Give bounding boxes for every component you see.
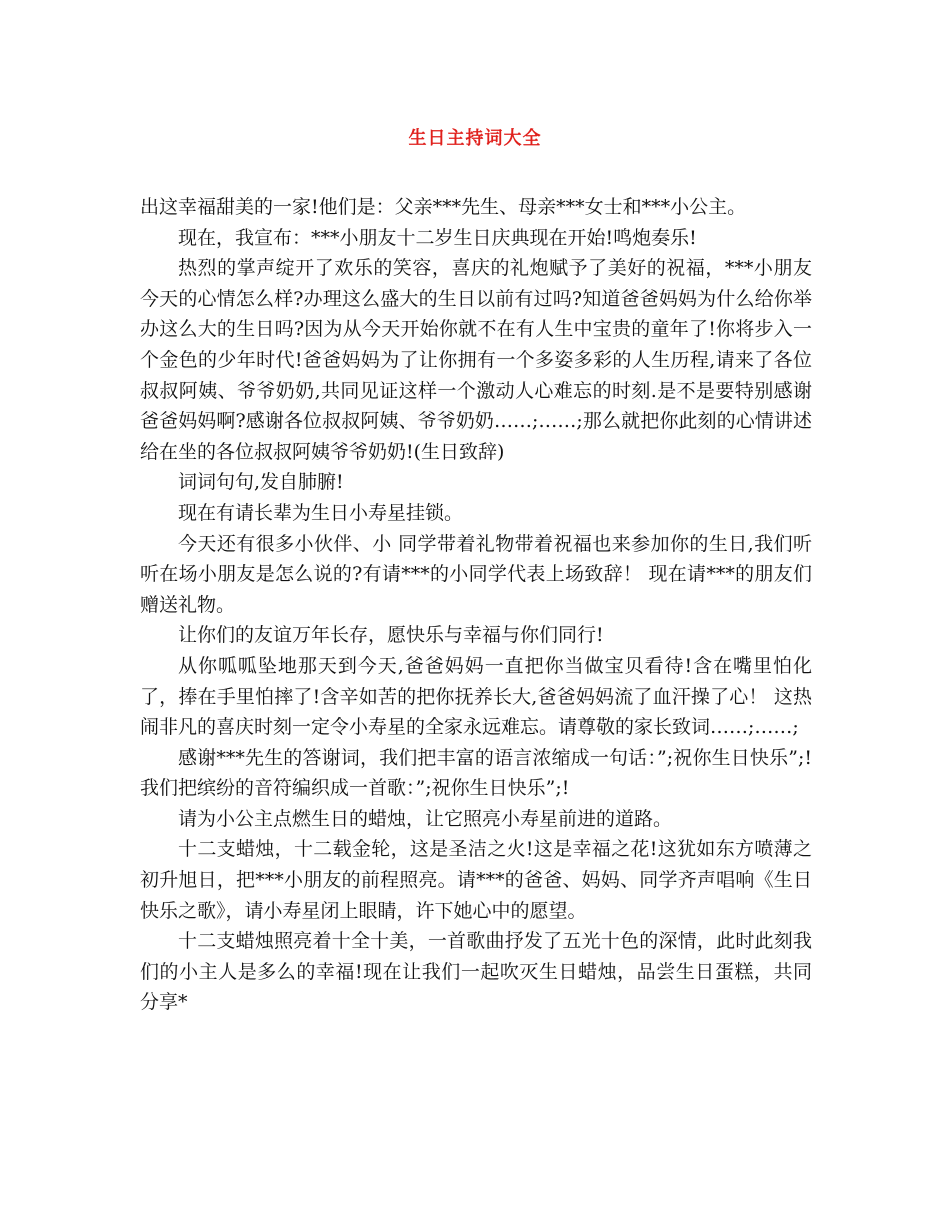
paragraph: 词词句句,发自肺腑!	[178, 471, 344, 494]
paragraph: 让你们的友谊万年长存，愿快乐与幸福与你们同行!	[178, 624, 604, 647]
document-title: 生日主持词大全	[408, 128, 542, 149]
document-body	[140, 192, 812, 1018]
paragraph: 从你呱呱坠地那天到今天,爸爸妈妈一直把你当做宝贝看待!含在嘴里怕化了，捧在手里怕摔了!含辛如苦的把你抚养长大,爸爸妈妈流了血汗操了心！ 这热闹非凡的喜庆时刻一定令小寿星的全家永远难忘。请尊敬的家长致词……;……;	[140, 654, 812, 739]
paragraph: 请为小公主点燃生日的蜡烛，让它照亮小寿星前进的道路。	[178, 807, 673, 830]
paragraph: 今天还有很多小伙伴、小 同学带着礼物带着祝福也来参加你的生日,我们听听在场小朋友是怎么说的?有请***的小同学代表上场致辞！ 现在请***的朋友们赠送礼物。	[140, 532, 812, 616]
paragraph: 现在有请长辈为生日小寿星挂锁。	[178, 501, 464, 524]
paragraph: 出这幸福甜美的一家!他们是：父亲***先生、母亲***女士和***小公主。	[140, 196, 747, 218]
paragraph: 十二支蜡烛，十二载金轮，这是圣洁之火!这是幸福之花!这犹如东方喷薄之初升旭日，把***小朋友的前程照亮。请***的爸爸、妈妈、同学齐声唱响《生日快乐之歌》，请小寿星闭上眼睛，许下她心中的愿望。	[140, 838, 812, 922]
paragraph: 十二支蜡烛照亮着十全十美，一首歌曲抒发了五光十色的深情，此时此刻我们的小主人是多么的幸福!现在让我们一起吹灭生日蜡烛，品尝生日蛋糕，共同分享*	[140, 930, 812, 1014]
paragraph: 感谢***先生的答谢词，我们把丰富的语言浓缩成一句话：”;祝你生日快乐”;!我们把缤纷的音符编织成一首歌：”;祝你生日快乐”;!	[140, 746, 812, 800]
paragraph: 热烈的掌声绽开了欢乐的笑容，喜庆的礼炮赋予了美好的祝福，***小朋友今天的心情怎么样?办理这么盛大的生日以前有过吗?知道爸爸妈妈为什么给你举办这么大的生日吗?因为从今天开始你就不在有人生中宝贵的童年了!你将步入一个金色的少年时代!爸爸妈妈为了让你拥有一个多姿多彩的人生历程,请来了各位叔叔阿姨、爷爷奶奶,共同见证这样一个激动人心难忘的时刻.是不是要特别感谢爸爸妈妈啊?感谢各位叔叔阿姨、爷爷奶奶……;……;那么就把你此刻的心情讲述给在坐的各位叔叔阿姨爷爷奶奶!(生日致辞)	[140, 257, 812, 463]
paragraph: 现在，我宣布：***小朋友十二岁生日庆典现在开始!鸣炮奏乐!	[178, 226, 697, 249]
